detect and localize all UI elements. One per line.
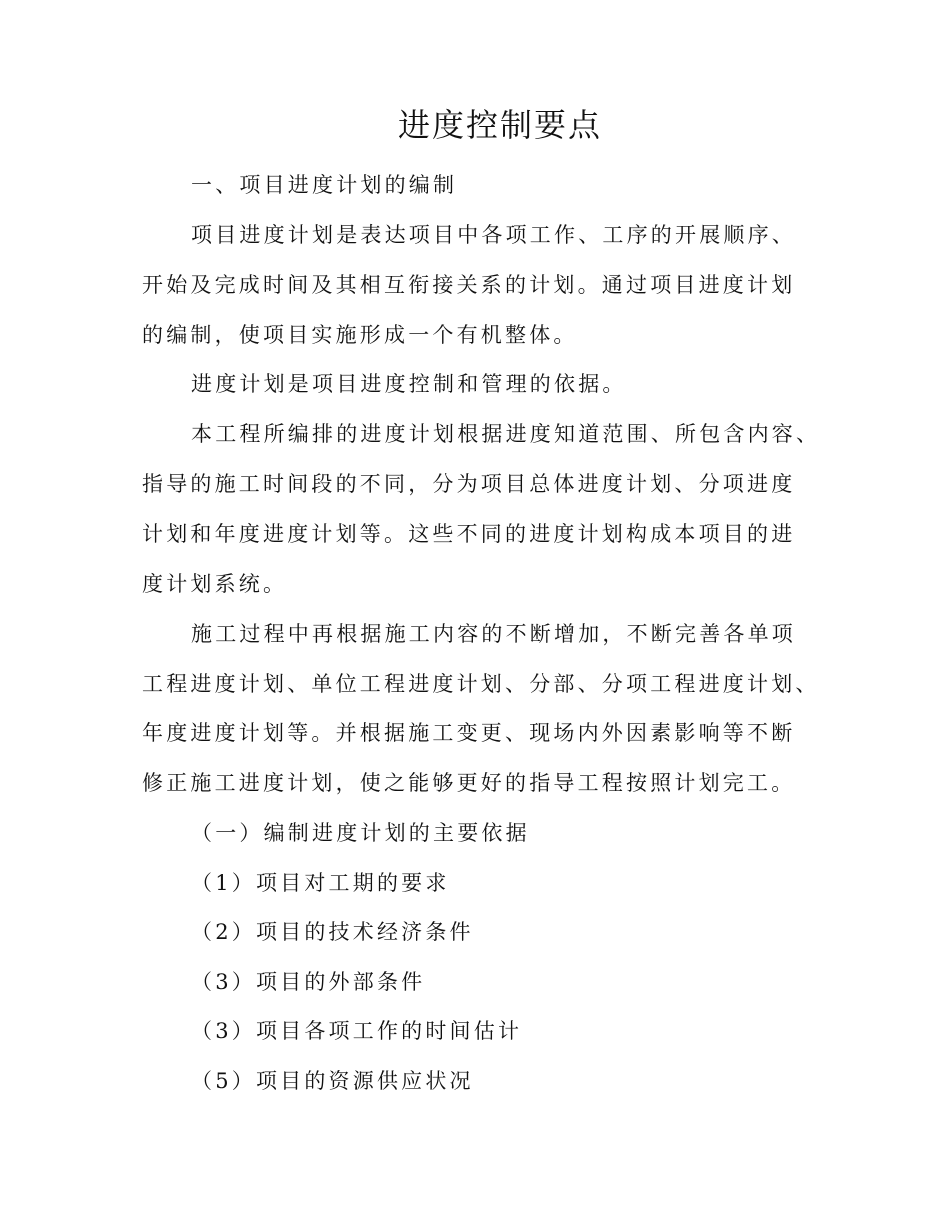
- paragraph-line: 工程进度计划、单位工程进度计划、分部、分项工程进度计划、: [142, 672, 820, 696]
- paragraph-line: 项目进度计划是表达项目中各项工作、工序的开展顺序、: [191, 223, 796, 247]
- paragraph-line: 年度进度计划等。并根据施工变更、现场内外因素影响等不断: [142, 721, 796, 745]
- list-item: （2）项目的技术经济条件: [191, 920, 474, 944]
- paragraph-line: 进度计划是项目进度控制和管理的依据。: [191, 372, 627, 396]
- paragraph-line: 计划和年度进度计划等。这些不同的进度计划构成本项目的进: [142, 522, 796, 546]
- paragraph-line: 的编制，使项目实施形成一个有机整体。: [142, 323, 578, 347]
- paragraph-line: 施工过程中再根据施工内容的不断增加，不断完善各单项: [191, 622, 796, 646]
- subsection-heading: （一）编制进度计划的主要依据: [191, 821, 530, 845]
- paragraph-line: 开始及完成时间及其相互衔接关系的计划。通过项目进度计划: [142, 273, 796, 297]
- list-item: （3）项目的外部条件: [191, 970, 426, 994]
- list-item: （3）项目各项工作的时间估计: [191, 1019, 523, 1043]
- paragraph-line: 度计划系统。: [142, 572, 288, 596]
- list-item: （5）项目的资源供应状况: [191, 1069, 474, 1093]
- paragraph-line: 本工程所编排的进度计划根据进度知道范围、所包含内容、: [191, 422, 821, 446]
- section-heading: 一、项目进度计划的编制: [191, 173, 458, 197]
- paragraph-line: 指导的施工时间段的不同，分为项目总体进度计划、分项进度: [142, 472, 796, 496]
- list-item: （1）项目对工期的要求: [191, 871, 450, 895]
- document-title: 进度控制要点: [397, 106, 602, 144]
- paragraph-line: 修正施工进度计划，使之能够更好的指导工程按照计划完工。: [142, 771, 796, 795]
